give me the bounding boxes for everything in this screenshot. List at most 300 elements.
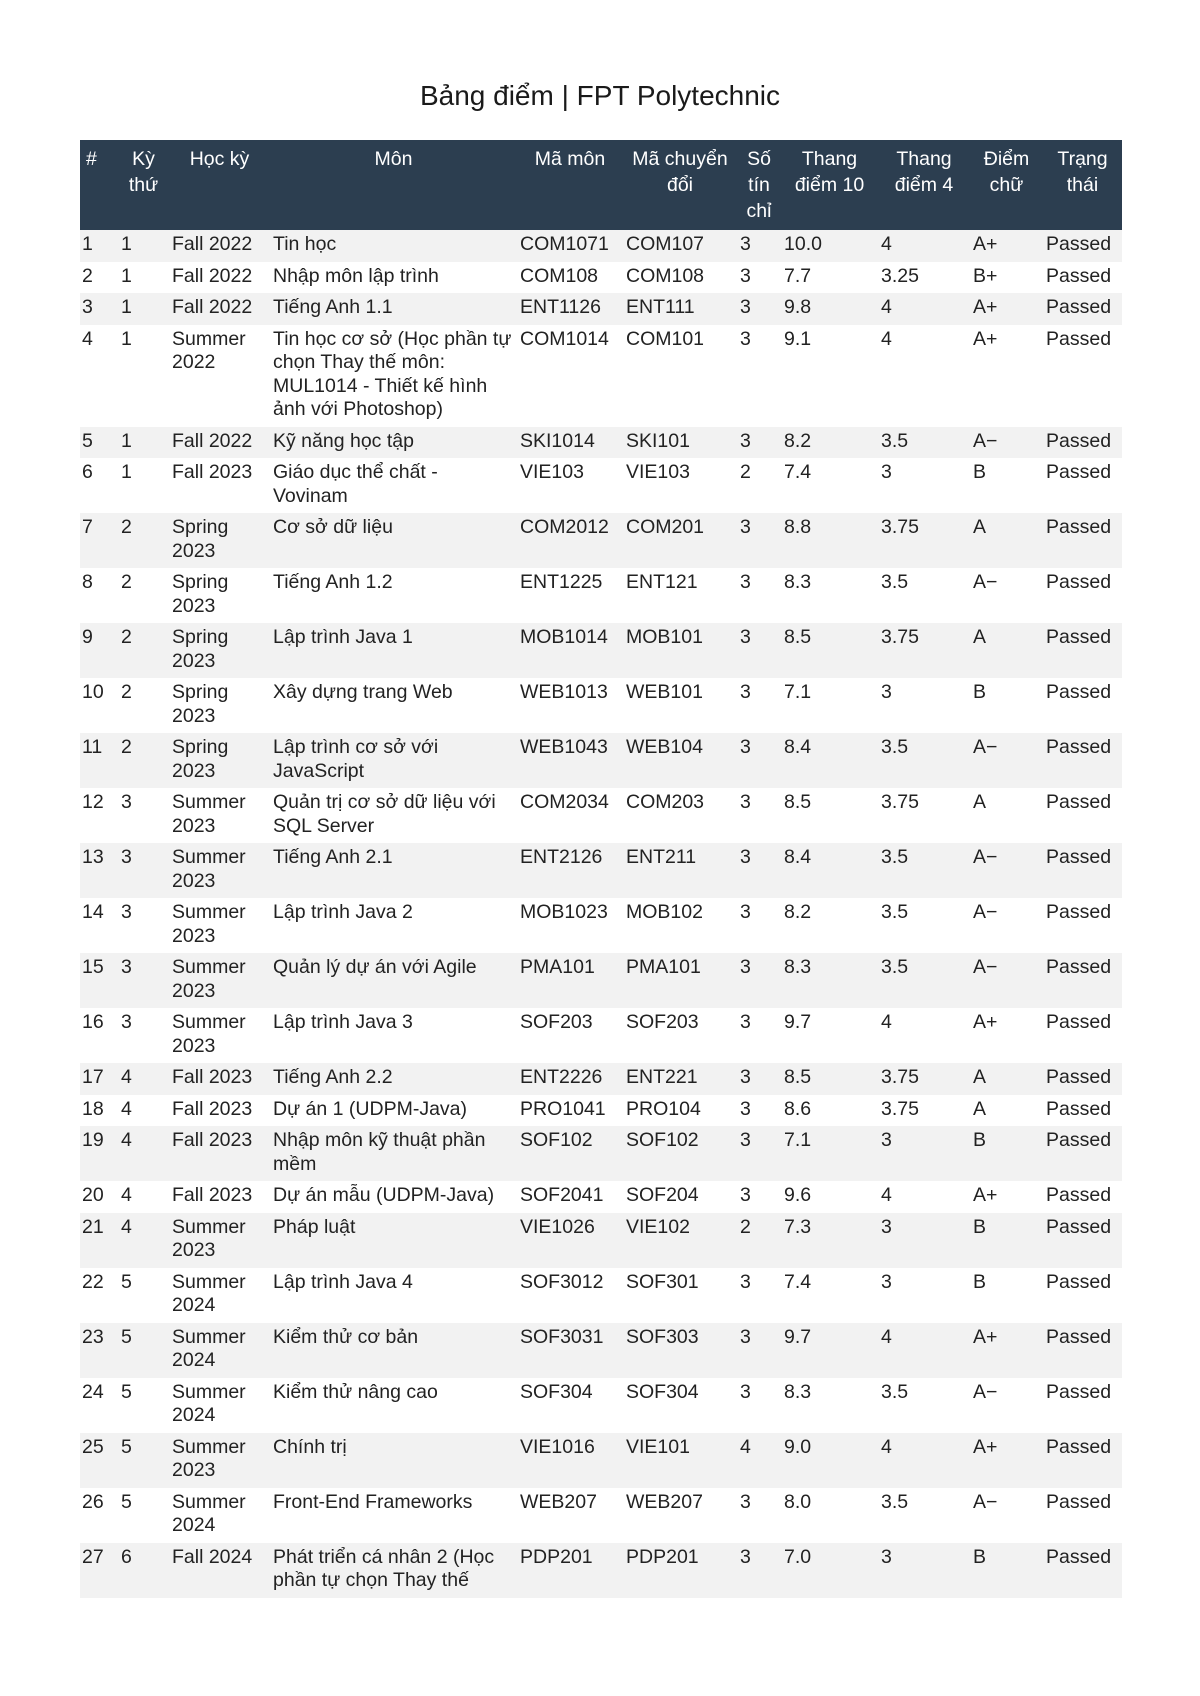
page-title: Bảng điểm | FPT Polytechnic	[419, 80, 781, 111]
cell-index: 26	[80, 1488, 118, 1543]
cell-index: 6	[80, 458, 118, 513]
cell-index: 7	[80, 513, 118, 568]
table-row	[80, 1433, 1122, 1488]
cell-credits: 4	[737, 1433, 781, 1488]
cell-score-4: 3.5	[878, 568, 970, 623]
cell-status: Passed	[1043, 788, 1122, 843]
cell-term-number: 4	[118, 1213, 169, 1268]
cell-semester: Fall 2023	[169, 1063, 270, 1095]
cell-converted-code: COM203	[623, 788, 737, 843]
cell-subject-code: COM2034	[517, 788, 623, 843]
cell-subject-code: MOB1023	[517, 898, 623, 953]
cell-index: 5	[80, 427, 118, 459]
cell-score-4: 3	[878, 1213, 970, 1268]
cell-term-number: 1	[118, 293, 169, 325]
cell-index: 22	[80, 1268, 118, 1323]
table-row	[80, 1008, 1122, 1063]
table-header	[80, 140, 1122, 230]
cell-score-4: 4	[878, 325, 970, 427]
cell-semester: Fall 2023	[169, 458, 270, 513]
cell-letter-grade: B	[970, 1268, 1043, 1323]
cell-subject-code: PRO1041	[517, 1095, 623, 1127]
cell-credits: 3	[737, 623, 781, 678]
cell-term-number: 3	[118, 788, 169, 843]
cell-score-10: 7.3	[781, 1213, 878, 1268]
cell-term-number: 1	[118, 230, 169, 262]
cell-score-4: 3.75	[878, 1095, 970, 1127]
cell-semester: Summer 2022	[169, 325, 270, 427]
cell-converted-code: WEB104	[623, 733, 737, 788]
cell-semester: Fall 2023	[169, 1181, 270, 1213]
cell-credits: 3	[737, 1008, 781, 1063]
cell-credits: 3	[737, 788, 781, 843]
cell-semester: Spring 2023	[169, 568, 270, 623]
cell-score-4: 3.5	[878, 427, 970, 459]
cell-converted-code: SKI101	[623, 427, 737, 459]
cell-score-10: 8.3	[781, 568, 878, 623]
cell-semester: Spring 2023	[169, 678, 270, 733]
cell-converted-code: WEB101	[623, 678, 737, 733]
cell-index: 10	[80, 678, 118, 733]
cell-semester: Fall 2022	[169, 427, 270, 459]
cell-score-10: 8.5	[781, 1063, 878, 1095]
cell-score-10: 7.7	[781, 262, 878, 294]
cell-credits: 3	[737, 427, 781, 459]
cell-credits: 3	[737, 293, 781, 325]
cell-converted-code: SOF301	[623, 1268, 737, 1323]
cell-converted-code: MOB101	[623, 623, 737, 678]
cell-letter-grade: B	[970, 1213, 1043, 1268]
cell-subject-code: WEB1013	[517, 678, 623, 733]
cell-index: 8	[80, 568, 118, 623]
cell-letter-grade: A	[970, 513, 1043, 568]
cell-subject: Quản trị cơ sở dữ liệu với SQL Server	[270, 788, 517, 843]
cell-score-10: 9.1	[781, 325, 878, 427]
header-credits: Số tín chỉ	[737, 140, 781, 230]
cell-credits: 3	[737, 513, 781, 568]
cell-letter-grade: A−	[970, 953, 1043, 1008]
cell-credits: 3	[737, 953, 781, 1008]
cell-term-number: 6	[118, 1543, 169, 1598]
cell-credits: 3	[737, 1095, 781, 1127]
cell-subject-code: VIE1026	[517, 1213, 623, 1268]
cell-subject-code: SOF304	[517, 1378, 623, 1433]
cell-index: 12	[80, 788, 118, 843]
cell-term-number: 1	[118, 262, 169, 294]
cell-score-4: 3.25	[878, 262, 970, 294]
cell-status: Passed	[1043, 1268, 1122, 1323]
cell-subject-code: SOF3012	[517, 1268, 623, 1323]
table-row	[80, 1323, 1122, 1378]
cell-score-4: 3	[878, 678, 970, 733]
cell-score-10: 9.7	[781, 1008, 878, 1063]
cell-score-4: 3.5	[878, 953, 970, 1008]
cell-score-10: 8.6	[781, 1095, 878, 1127]
header-index: #	[80, 140, 118, 230]
table-row	[80, 1268, 1122, 1323]
cell-score-4: 3.5	[878, 898, 970, 953]
cell-status: Passed	[1043, 1181, 1122, 1213]
cell-score-10: 8.0	[781, 1488, 878, 1543]
cell-converted-code: SOF203	[623, 1008, 737, 1063]
cell-semester: Fall 2023	[169, 1126, 270, 1181]
cell-subject-code: COM1071	[517, 230, 623, 262]
cell-semester: Summer 2024	[169, 1378, 270, 1433]
cell-subject: Kiểm thử cơ bản	[270, 1323, 517, 1378]
cell-converted-code: WEB207	[623, 1488, 737, 1543]
cell-status: Passed	[1043, 1213, 1122, 1268]
table-row	[80, 1213, 1122, 1268]
cell-index: 20	[80, 1181, 118, 1213]
cell-converted-code: SOF303	[623, 1323, 737, 1378]
cell-credits: 3	[737, 568, 781, 623]
cell-index: 4	[80, 325, 118, 427]
cell-status: Passed	[1043, 678, 1122, 733]
cell-status: Passed	[1043, 1378, 1122, 1433]
cell-letter-grade: A+	[970, 1433, 1043, 1488]
cell-status: Passed	[1043, 623, 1122, 678]
cell-status: Passed	[1043, 458, 1122, 513]
cell-score-10: 7.0	[781, 1543, 878, 1598]
cell-letter-grade: A	[970, 1095, 1043, 1127]
cell-semester: Fall 2022	[169, 262, 270, 294]
cell-subject-code: ENT1126	[517, 293, 623, 325]
cell-converted-code: COM201	[623, 513, 737, 568]
cell-letter-grade: A−	[970, 1378, 1043, 1433]
cell-score-10: 9.7	[781, 1323, 878, 1378]
cell-score-10: 7.1	[781, 1126, 878, 1181]
cell-term-number: 4	[118, 1126, 169, 1181]
header-semester: Học kỳ	[169, 140, 270, 230]
cell-semester: Fall 2024	[169, 1543, 270, 1598]
cell-status: Passed	[1043, 1008, 1122, 1063]
cell-credits: 3	[737, 678, 781, 733]
cell-credits: 3	[737, 733, 781, 788]
table-row	[80, 325, 1122, 427]
cell-score-4: 3.75	[878, 1063, 970, 1095]
cell-status: Passed	[1043, 293, 1122, 325]
cell-converted-code: SOF204	[623, 1181, 737, 1213]
cell-term-number: 2	[118, 733, 169, 788]
cell-index: 24	[80, 1378, 118, 1433]
cell-term-number: 5	[118, 1488, 169, 1543]
cell-score-4: 3	[878, 1126, 970, 1181]
table-row	[80, 678, 1122, 733]
cell-term-number: 2	[118, 623, 169, 678]
cell-semester: Summer 2023	[169, 1433, 270, 1488]
table-body	[80, 230, 1122, 1598]
cell-subject-code: SOF102	[517, 1126, 623, 1181]
header-score-4: Thang điểm 4	[878, 140, 970, 230]
cell-term-number: 3	[118, 1008, 169, 1063]
cell-score-10: 9.6	[781, 1181, 878, 1213]
cell-term-number: 4	[118, 1095, 169, 1127]
cell-credits: 3	[737, 262, 781, 294]
table-row	[80, 898, 1122, 953]
grades-table	[80, 140, 1122, 1598]
cell-subject-code: COM108	[517, 262, 623, 294]
cell-subject: Nhập môn lập trình	[270, 262, 517, 294]
cell-index: 16	[80, 1008, 118, 1063]
cell-subject-code: VIE1016	[517, 1433, 623, 1488]
cell-subject: Quản lý dự án với Agile	[270, 953, 517, 1008]
cell-index: 21	[80, 1213, 118, 1268]
cell-letter-grade: A+	[970, 1323, 1043, 1378]
cell-letter-grade: A−	[970, 898, 1043, 953]
cell-index: 25	[80, 1433, 118, 1488]
cell-score-10: 8.5	[781, 788, 878, 843]
cell-score-4: 3.75	[878, 788, 970, 843]
cell-score-10: 8.3	[781, 953, 878, 1008]
cell-subject: Front-End Frameworks	[270, 1488, 517, 1543]
cell-converted-code: PDP201	[623, 1543, 737, 1598]
cell-index: 3	[80, 293, 118, 325]
header-letter-grade: Điểm chữ	[970, 140, 1043, 230]
cell-semester: Summer 2023	[169, 788, 270, 843]
cell-converted-code: COM107	[623, 230, 737, 262]
cell-score-10: 8.4	[781, 843, 878, 898]
cell-term-number: 1	[118, 325, 169, 427]
cell-converted-code: VIE103	[623, 458, 737, 513]
cell-index: 19	[80, 1126, 118, 1181]
cell-score-4: 3	[878, 1543, 970, 1598]
cell-term-number: 5	[118, 1378, 169, 1433]
cell-credits: 3	[737, 1063, 781, 1095]
cell-subject: Xây dựng trang Web	[270, 678, 517, 733]
cell-subject: Dự án 1 (UDPM-Java)	[270, 1095, 517, 1127]
cell-score-4: 3.75	[878, 623, 970, 678]
cell-semester: Summer 2023	[169, 898, 270, 953]
cell-letter-grade: A−	[970, 733, 1043, 788]
cell-semester: Summer 2023	[169, 1213, 270, 1268]
cell-index: 15	[80, 953, 118, 1008]
cell-score-10: 8.2	[781, 427, 878, 459]
cell-subject-code: SOF2041	[517, 1181, 623, 1213]
cell-converted-code: VIE101	[623, 1433, 737, 1488]
cell-letter-grade: A	[970, 788, 1043, 843]
cell-score-4: 4	[878, 293, 970, 325]
header-subject-code: Mã môn	[517, 140, 623, 230]
cell-letter-grade: A+	[970, 1008, 1043, 1063]
cell-letter-grade: A−	[970, 1488, 1043, 1543]
cell-converted-code: ENT121	[623, 568, 737, 623]
table-row	[80, 293, 1122, 325]
cell-score-4: 3.75	[878, 513, 970, 568]
table-row	[80, 568, 1122, 623]
cell-index: 13	[80, 843, 118, 898]
cell-subject: Dự án mẫu (UDPM-Java)	[270, 1181, 517, 1213]
cell-letter-grade: A−	[970, 568, 1043, 623]
table-row	[80, 1063, 1122, 1095]
cell-credits: 3	[737, 843, 781, 898]
cell-score-10: 8.3	[781, 1378, 878, 1433]
cell-status: Passed	[1043, 325, 1122, 427]
table-row	[80, 1488, 1122, 1543]
cell-status: Passed	[1043, 1063, 1122, 1095]
cell-subject: Giáo dục thể chất - Vovinam	[270, 458, 517, 513]
cell-term-number: 1	[118, 427, 169, 459]
cell-converted-code: COM101	[623, 325, 737, 427]
cell-subject-code: SOF203	[517, 1008, 623, 1063]
cell-score-4: 3	[878, 1268, 970, 1323]
cell-semester: Summer 2023	[169, 1008, 270, 1063]
table-row	[80, 1543, 1122, 1598]
cell-semester: Summer 2024	[169, 1268, 270, 1323]
cell-index: 14	[80, 898, 118, 953]
cell-credits: 3	[737, 1181, 781, 1213]
cell-subject: Kiểm thử nâng cao	[270, 1378, 517, 1433]
table-row	[80, 1181, 1122, 1213]
cell-letter-grade: B	[970, 1126, 1043, 1181]
table-row	[80, 230, 1122, 262]
cell-term-number: 5	[118, 1268, 169, 1323]
cell-score-10: 8.5	[781, 623, 878, 678]
cell-score-4: 4	[878, 1181, 970, 1213]
cell-index: 1	[80, 230, 118, 262]
table-row	[80, 733, 1122, 788]
table-row	[80, 262, 1122, 294]
header-converted-code: Mã chuyển đổi	[623, 140, 737, 230]
cell-credits: 3	[737, 1378, 781, 1433]
cell-term-number: 3	[118, 843, 169, 898]
cell-subject: Tin học cơ sở (Học phần tự chọn Thay thế môn: MUL1014 - Thiết kế hình ảnh với Photoshop)	[270, 325, 517, 427]
cell-status: Passed	[1043, 262, 1122, 294]
header-row	[80, 140, 1122, 230]
cell-subject-code: COM2012	[517, 513, 623, 568]
cell-letter-grade: B	[970, 678, 1043, 733]
cell-semester: Spring 2023	[169, 623, 270, 678]
cell-credits: 3	[737, 1323, 781, 1378]
table-row	[80, 513, 1122, 568]
header-subject: Môn	[270, 140, 517, 230]
cell-status: Passed	[1043, 843, 1122, 898]
cell-subject-code: PDP201	[517, 1543, 623, 1598]
cell-status: Passed	[1043, 427, 1122, 459]
cell-status: Passed	[1043, 1488, 1122, 1543]
cell-subject: Lập trình Java 1	[270, 623, 517, 678]
table-row	[80, 953, 1122, 1008]
table-row	[80, 458, 1122, 513]
cell-subject-code: SOF3031	[517, 1323, 623, 1378]
cell-subject-code: PMA101	[517, 953, 623, 1008]
cell-score-4: 3	[878, 458, 970, 513]
cell-status: Passed	[1043, 1543, 1122, 1598]
cell-converted-code: SOF304	[623, 1378, 737, 1433]
cell-credits: 3	[737, 325, 781, 427]
table-row	[80, 427, 1122, 459]
cell-subject: Phát triển cá nhân 2 (Học phần tự chọn Thay thế	[270, 1543, 517, 1598]
header-term-number: Kỳ thứ	[118, 140, 169, 230]
cell-subject: Lập trình Java 3	[270, 1008, 517, 1063]
cell-letter-grade: B	[970, 458, 1043, 513]
cell-term-number: 1	[118, 458, 169, 513]
cell-subject: Pháp luật	[270, 1213, 517, 1268]
cell-term-number: 5	[118, 1433, 169, 1488]
cell-credits: 2	[737, 458, 781, 513]
cell-score-10: 9.0	[781, 1433, 878, 1488]
cell-subject: Tiếng Anh 2.2	[270, 1063, 517, 1095]
cell-converted-code: MOB102	[623, 898, 737, 953]
cell-converted-code: PRO104	[623, 1095, 737, 1127]
cell-subject: Tin học	[270, 230, 517, 262]
cell-subject: Chính trị	[270, 1433, 517, 1488]
cell-converted-code: ENT221	[623, 1063, 737, 1095]
cell-converted-code: PMA101	[623, 953, 737, 1008]
cell-semester: Fall 2023	[169, 1095, 270, 1127]
cell-index: 23	[80, 1323, 118, 1378]
cell-subject-code: WEB207	[517, 1488, 623, 1543]
cell-semester: Summer 2024	[169, 1488, 270, 1543]
cell-status: Passed	[1043, 568, 1122, 623]
cell-letter-grade: A+	[970, 325, 1043, 427]
cell-score-4: 4	[878, 1323, 970, 1378]
cell-converted-code: ENT211	[623, 843, 737, 898]
cell-subject: Cơ sở dữ liệu	[270, 513, 517, 568]
cell-score-4: 4	[878, 1433, 970, 1488]
cell-credits: 2	[737, 1213, 781, 1268]
cell-status: Passed	[1043, 1095, 1122, 1127]
cell-score-4: 3.5	[878, 733, 970, 788]
table-row	[80, 843, 1122, 898]
cell-semester: Fall 2022	[169, 230, 270, 262]
cell-score-10: 7.4	[781, 1268, 878, 1323]
table-row	[80, 788, 1122, 843]
cell-semester: Summer 2023	[169, 843, 270, 898]
cell-subject: Lập trình Java 4	[270, 1268, 517, 1323]
cell-converted-code: SOF102	[623, 1126, 737, 1181]
cell-score-10: 8.4	[781, 733, 878, 788]
cell-subject-code: MOB1014	[517, 623, 623, 678]
cell-semester: Spring 2023	[169, 513, 270, 568]
cell-letter-grade: A−	[970, 843, 1043, 898]
cell-score-4: 4	[878, 230, 970, 262]
cell-subject: Nhập môn kỹ thuật phần mềm	[270, 1126, 517, 1181]
cell-status: Passed	[1043, 1433, 1122, 1488]
header-status: Trạng thái	[1043, 140, 1122, 230]
cell-term-number: 3	[118, 953, 169, 1008]
cell-term-number: 4	[118, 1063, 169, 1095]
cell-score-4: 3.5	[878, 843, 970, 898]
table-row	[80, 1378, 1122, 1433]
cell-letter-grade: A−	[970, 427, 1043, 459]
cell-status: Passed	[1043, 1323, 1122, 1378]
cell-index: 17	[80, 1063, 118, 1095]
cell-subject-code: COM1014	[517, 325, 623, 427]
cell-subject-code: ENT2226	[517, 1063, 623, 1095]
cell-status: Passed	[1043, 1126, 1122, 1181]
cell-letter-grade: A	[970, 1063, 1043, 1095]
cell-term-number: 5	[118, 1323, 169, 1378]
cell-credits: 3	[737, 1488, 781, 1543]
cell-semester: Summer 2023	[169, 953, 270, 1008]
cell-term-number: 2	[118, 513, 169, 568]
cell-score-4: 3.5	[878, 1378, 970, 1433]
cell-credits: 3	[737, 1126, 781, 1181]
cell-subject-code: WEB1043	[517, 733, 623, 788]
cell-converted-code: ENT111	[623, 293, 737, 325]
cell-subject-code: SKI1014	[517, 427, 623, 459]
cell-score-10: 7.1	[781, 678, 878, 733]
cell-subject: Lập trình Java 2	[270, 898, 517, 953]
cell-letter-grade: A+	[970, 293, 1043, 325]
cell-letter-grade: B	[970, 1543, 1043, 1598]
cell-converted-code: VIE102	[623, 1213, 737, 1268]
cell-status: Passed	[1043, 513, 1122, 568]
cell-letter-grade: A	[970, 623, 1043, 678]
cell-semester: Fall 2022	[169, 293, 270, 325]
cell-credits: 3	[737, 1543, 781, 1598]
cell-term-number: 3	[118, 898, 169, 953]
